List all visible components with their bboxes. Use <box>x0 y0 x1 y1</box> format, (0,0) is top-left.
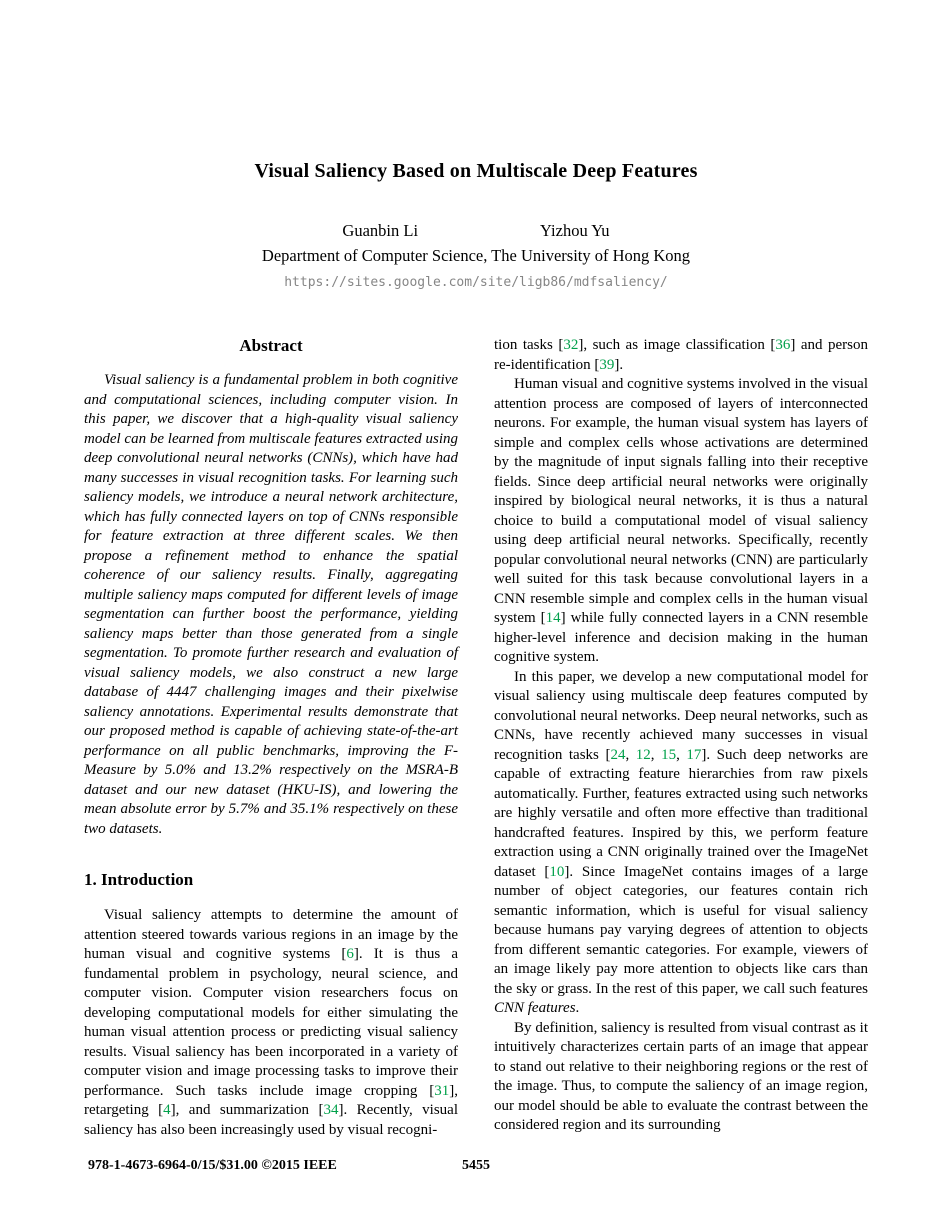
paper-title: Visual Saliency Based on Multiscale Deep Features <box>254 160 698 182</box>
text-run: ], such as image classification [ <box>578 337 776 353</box>
text-run: , <box>650 746 662 763</box>
body-paragraph <box>494 336 868 375</box>
abstract-heading: Abstract <box>239 336 303 355</box>
affiliation: Department of Computer Science, The University of Hong Kong <box>261 246 691 265</box>
citation-link[interactable]: 34 <box>323 1102 339 1118</box>
citation-link[interactable]: 17 <box>686 746 702 763</box>
text-run: ]. It is thus a fundamental problem in psychology, neural science, and computer vision. Computer vision researchers focus on developing computational models for either simulating the human visual attention process or predicting visual saliency results. Visual saliency has been incorporated in a variety of computer vision and image processing tasks to improve their performance. Such tasks include image cropping [ <box>84 946 458 1099</box>
author-name: Guanbin Li <box>342 221 419 240</box>
text-run: Human visual and cognitive systems involved in the visual attention process are composed of layers of interconnected neurons. For example, the human visual system has layers of simple and complex cells whose activations are determined by the magnitude of input signals falling into their receptive fields. Since deep artificial neural networks were originally inspired by biological neural networks, it is thus a natural choice to build a computational model of visual saliency using deep artificial neural networks. Specifically, recently popular convolutional neural networks (CNN) are particularly well suited for this task because convolutional layers in a CNN resemble simple and complex cells in the human visual system [ <box>494 376 868 626</box>
text-run: ], and summarization [ <box>170 1102 324 1118</box>
text-run: , <box>676 746 687 763</box>
text-run: In this paper, we develop a new computational model for visual saliency using multiscale deep features computed by convolutional neural networks. Deep neural networks, such as CNNs, have recently achieved many successes in visual recognition tasks [ <box>494 668 868 763</box>
text-run: ], retargeting [ <box>84 1082 458 1118</box>
body-paragraph <box>494 1019 868 1136</box>
citation-link[interactable]: 15 <box>661 746 677 763</box>
body-paragraph <box>494 668 868 1019</box>
right-column <box>494 336 868 1136</box>
citation-link[interactable]: 10 <box>549 863 565 880</box>
text-run: . <box>575 1000 580 1016</box>
citation-link[interactable]: 24 <box>610 746 626 763</box>
text-run: ] while fully connected layers in a CNN resemble higher-level inference and decision making in the human cognitive system. <box>494 610 868 665</box>
page-footer <box>0 1158 952 1174</box>
section-heading-introduction: 1. Introduction <box>84 870 194 889</box>
citation-link[interactable]: 31 <box>434 1082 450 1099</box>
authors-row <box>0 221 952 241</box>
text-run: Visual saliency is a fundamental problem in both cognitive and computational sciences, including computer vision. In this paper, we discover that a high-quality visual saliency model can be learned from multiscale features extracted using deep convolutional neural networks (CNNs), which have had many successes in visual recognition tasks. For learning such saliency models, we introduce a neural network architecture, which has fully connected layers on top of CNNs responsible for feature extraction at three different scales. We then propose a refinement method to enhance the spatial coherence of our saliency results. Finally, aggregating multiple saliency maps computed for different levels of image segmentation can further boost the performance, yielding saliency maps better than those generated from a single segmentation. To promote further research and evaluation of visual saliency models, we also construct a new large database of 4447 challenging images and their pixelwise saliency annotations. Experimental results demonstrate that our proposed method is capable of achieving state-of-the-art performance on all public benchmarks, improving the F-Measure by 5.0% and 13.2% respectively on the MSRA-B dataset and our new dataset (HKU-IS), and lowering the mean absolute error by 5.7% and 35.1% respectively on these two datasets. <box>84 372 458 837</box>
text-run: By definition, saliency is resulted from visual contrast as it intuitively characterizes certain parts of an image that appear to stand out relative to their neighboring regions or the rest of the image. Thus, to compute the saliency of an image region, our model should be able to evaluate the contrast between the considered region and its surrounding <box>494 1019 868 1133</box>
text-run: CNN features <box>494 1000 576 1016</box>
citation-link[interactable]: 32 <box>563 337 579 353</box>
body-paragraph <box>494 375 868 668</box>
text-run: , <box>625 746 636 763</box>
text-run: ] and person re-identification [ <box>494 337 868 373</box>
abstract-paragraph <box>84 371 458 839</box>
citation-link[interactable]: 6 <box>346 946 354 962</box>
paper-url-link[interactable]: https://sites.google.com/site/ligb86/mdfsaliency/ <box>284 275 668 290</box>
text-run: Visual saliency attempts to determine the amount of attention steered towards various regions in an image by the human visual and cognitive systems [ <box>84 907 458 962</box>
text-run: ]. <box>614 356 624 373</box>
citation-link[interactable]: 12 <box>635 746 651 763</box>
citation-link[interactable]: 36 <box>775 337 791 353</box>
text-run: ]. Since ImageNet contains images of a large number of object categories, our features contain rich semantic information, which is useful for visual saliency because humans pay varying degrees of attention to objects from different semantic categories. For example, viewers of an image likely pay more attention to objects like cars than the sky or grass. In the rest of this paper, we call such features <box>494 863 869 997</box>
citation-link[interactable]: 4 <box>163 1102 171 1118</box>
two-column-body <box>0 336 952 1140</box>
left-column <box>84 336 458 1140</box>
copyright-notice: 978-1-4673-6964-0/15/$31.00 ©2015 IEEE <box>88 1158 337 1173</box>
citation-link[interactable]: 39 <box>599 356 615 373</box>
text-run: ]. Such deep networks are capable of extracting feature hierarchies from raw pixels automatically. Further, features extracted using such networks are highly versatile and often more effective than traditional handcrafted features. Inspired by this, we perform feature extraction using a CNN originally trained over the ImageNet dataset [ <box>494 746 868 880</box>
citation-link[interactable]: 14 <box>545 610 561 626</box>
text-run: ]. Recently, visual saliency has also been increasingly used by visual recogni- <box>84 1102 458 1138</box>
author-name: Yizhou Yu <box>540 221 610 240</box>
page-number: 5455 <box>462 1158 490 1173</box>
text-run: tion tasks [ <box>494 337 564 353</box>
intro-paragraph <box>84 906 458 1140</box>
